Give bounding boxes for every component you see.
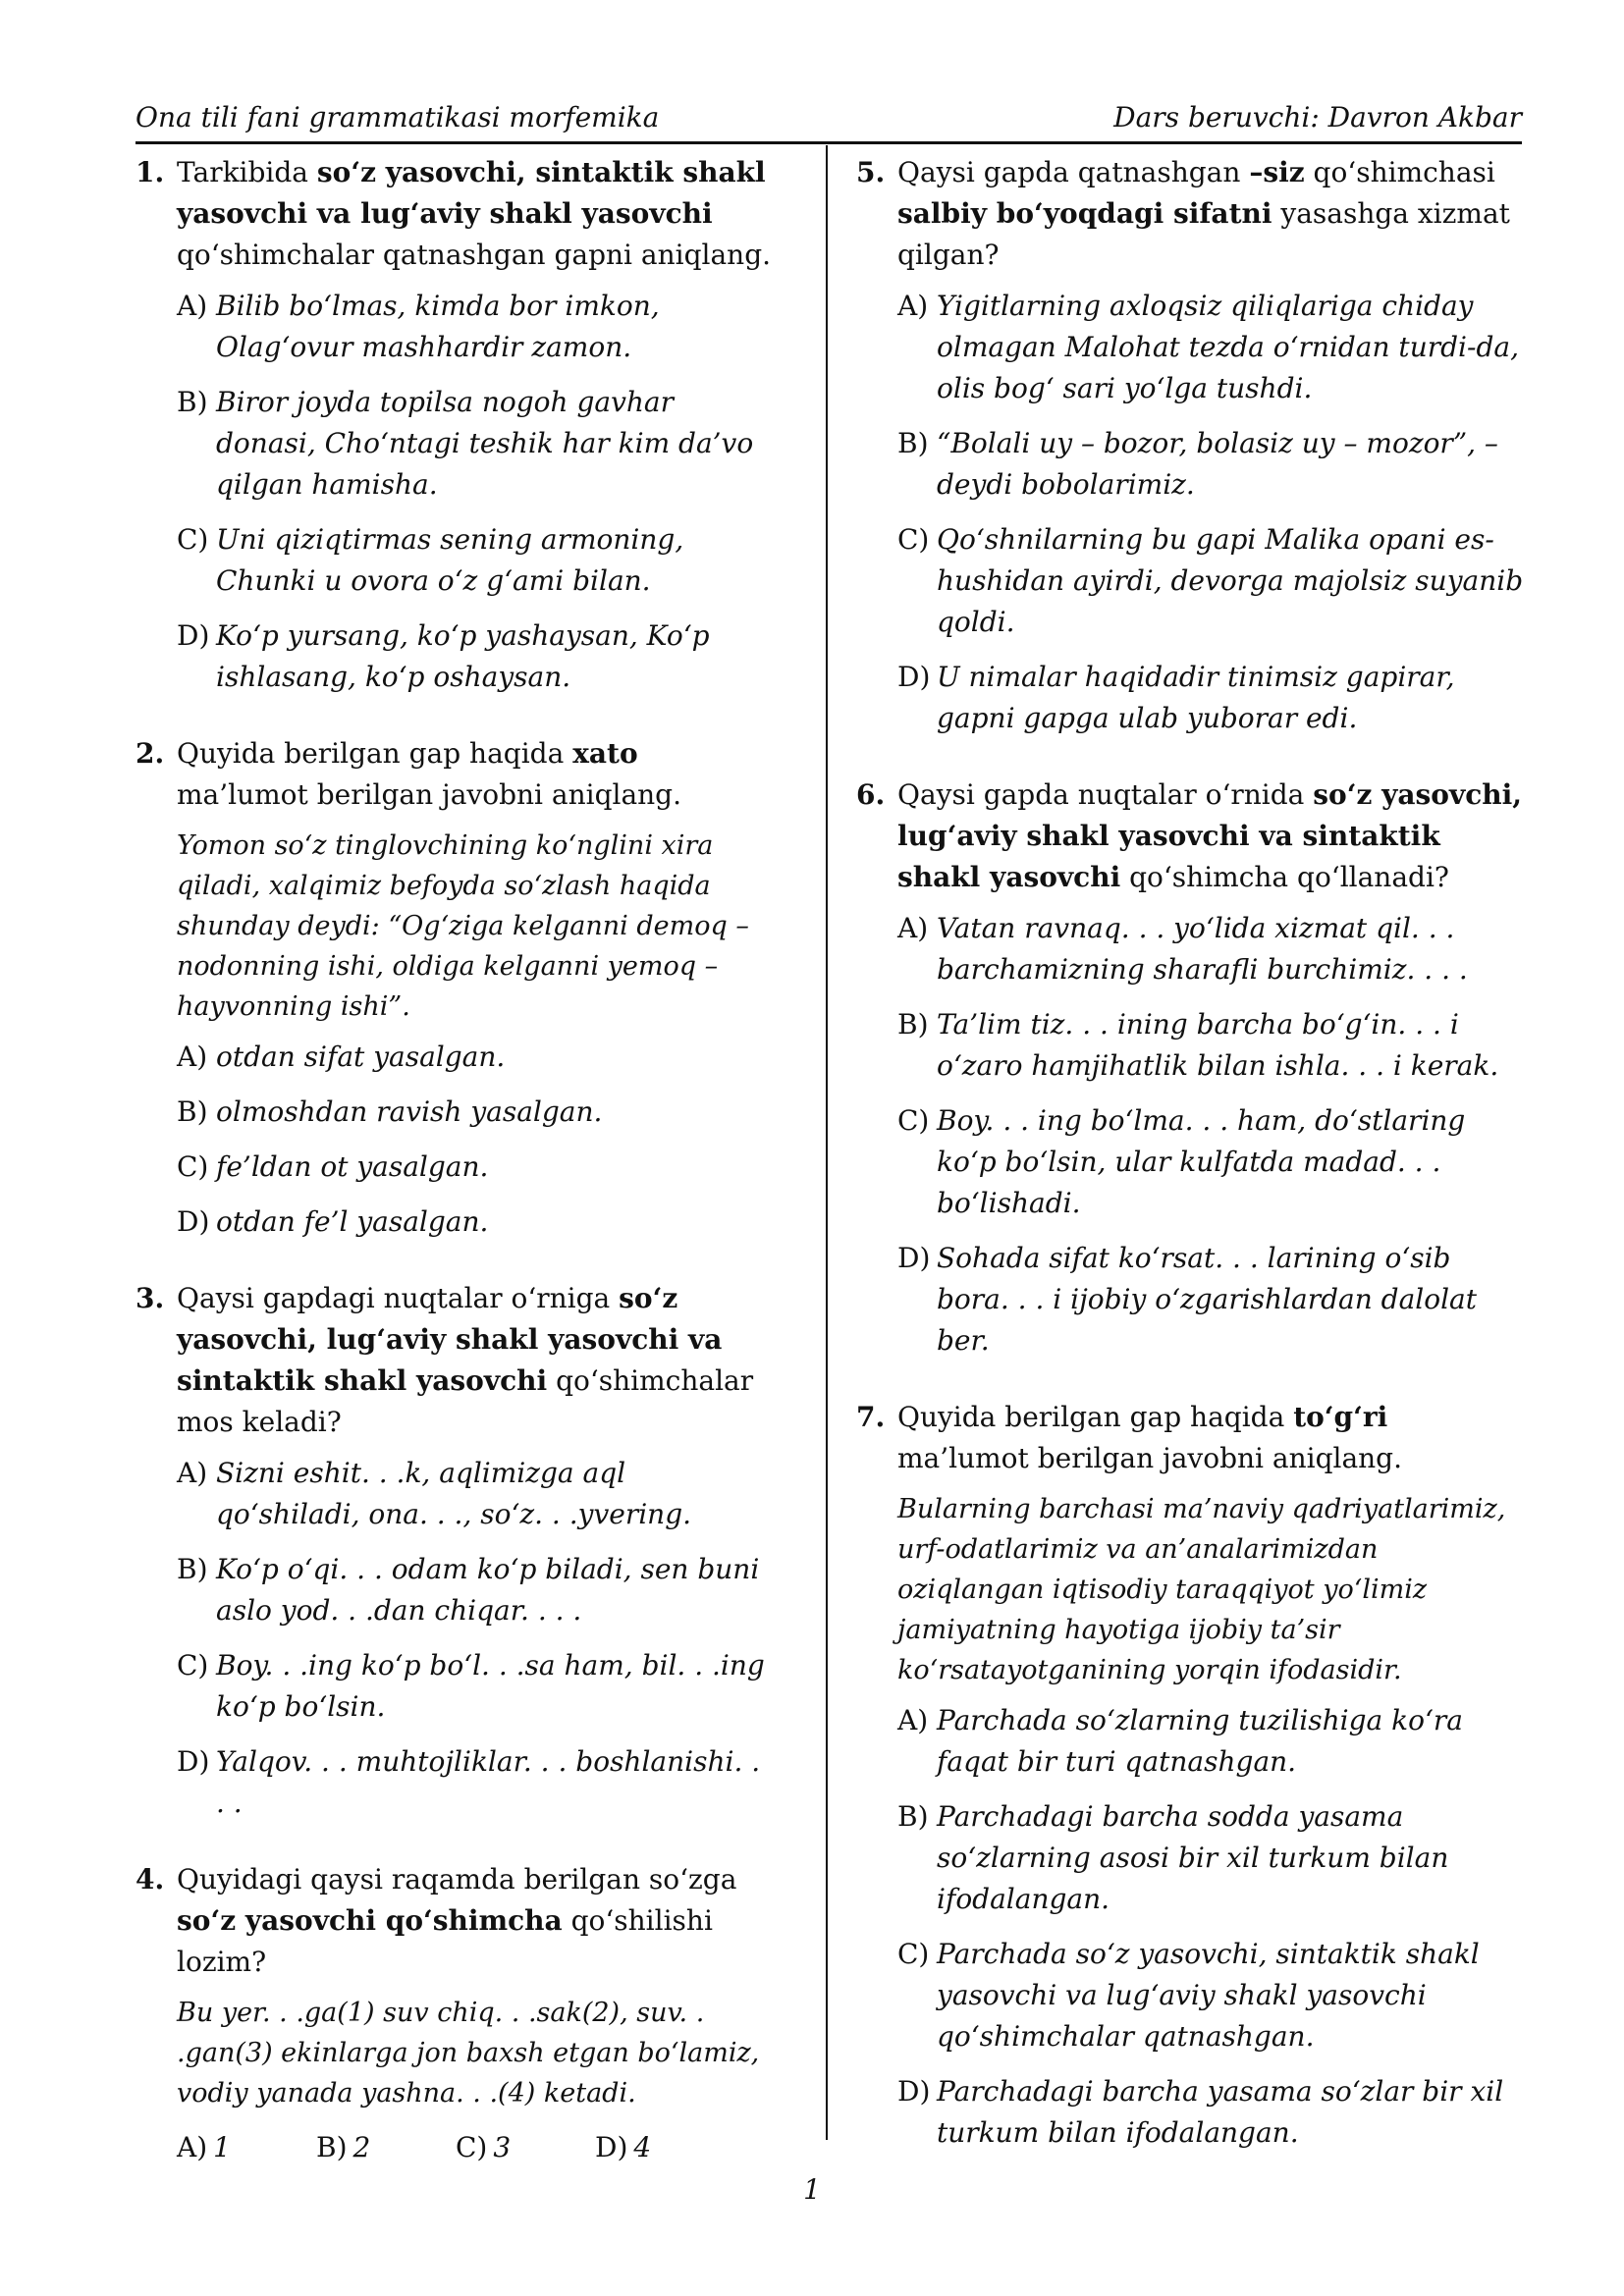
question-text: Quyidagi qaysi raqamda berilgan so‘zga so‘z yasovchi qo‘shimcha qo‘shilishi lozim? — [177, 1863, 737, 1978]
question-number: 6. — [856, 778, 886, 811]
options — [177, 2127, 774, 2168]
question-4 — [135, 1859, 774, 2168]
option-d[interactable]: D) Sohada sifat ko‘rsat. . . larining o‘sib bora. . . i ijobiy o‘zgarishlardan dalolat ber. — [897, 1242, 1477, 1357]
question-passage: Bularning barchasi ma’naviy qadriyatlarimiz, urf-odatlarimiz va an’analarimizdan oziqlangan iqtisodiy taraqqiyot yo‘limiz jamiyatning hayotiga ijobiy ta’sir ko‘rsatayotganining yorqin ifodasidir. — [897, 1494, 1506, 1685]
option-a[interactable]: A) otdan sifat yasalgan. — [177, 1041, 506, 1073]
option-b[interactable]: B) 2 — [316, 2131, 371, 2163]
question-passage: Yomon so‘z tinglovchining ko‘nglini xira qiladi, xalqimiz befoyda so‘zlash haqida shunday deydi: “Og‘ziga kelganni demoq – nodonning ishi, oldiga kelganni yemoq – hayvonning ishi”. — [177, 830, 749, 1022]
option-c[interactable]: C) Uni qiziqtirmas sening armoning, Chunki u ovora o‘z g‘ami bilan. — [177, 523, 684, 597]
question-text: Tarkibida so‘z yasovchi, sintaktik shakl yasovchi va lug‘aviy shakl yasovchi qo‘shimchalar qatnashgan gapni aniqlang. — [177, 156, 772, 271]
option-c[interactable]: C) Boy. . . ing bo‘lma. . . ham, do‘stlaring ko‘p bo‘lsin, ular kulfatda madad. . . bo‘lishadi. — [897, 1104, 1466, 1219]
option-c[interactable]: C) Parchada so‘z yasovchi, sintaktik shakl yasovchi va lug‘aviy shakl yasovchi qo‘shimchalar qatnashgan. — [897, 1938, 1480, 2053]
option-c[interactable]: C) 3 — [456, 2131, 512, 2163]
question-text: Quyida berilgan gap haqida xato ma’lumot berilgan javobni aniqlang. — [177, 737, 682, 811]
option-d[interactable]: D) 4 — [595, 2131, 652, 2163]
question-number: 7. — [856, 1401, 886, 1433]
question-3 — [135, 1278, 774, 1824]
option-c[interactable]: C) fe’ldan ot yasalgan. — [177, 1150, 489, 1183]
question-text: Qaysi gapda nuqtalar o‘rnida so‘z yasovchi, lug‘aviy shakl yasovchi va sintaktik shakl yasovchi qo‘shimcha qo‘llanadi? — [897, 778, 1523, 893]
options — [897, 908, 1524, 1362]
question-2 — [135, 733, 774, 1243]
options — [177, 1037, 774, 1243]
option-b[interactable]: B) Ta’lim tiz. . . ining barcha bo‘g‘in. . . i o‘zaro hamjihatlik bilan ishla. . . i kerak. — [897, 1008, 1499, 1082]
option-b[interactable]: B) “Bolali uy – bozor, bolasiz uy – mozor”, – deydi bobolarimiz. — [897, 427, 1498, 501]
options — [897, 286, 1524, 739]
option-a[interactable]: A) 1 — [177, 2131, 231, 2163]
question-6 — [856, 774, 1524, 1362]
option-d[interactable]: D) Parchadagi barcha yasama so‘zlar bir xil turkum bilan ifodalangan. — [897, 2075, 1504, 2149]
option-d[interactable]: D) Yalqov. . . muhtojliklar. . . boshlanishi. . . . — [177, 1745, 761, 1819]
question-text: Qaysi gapdagi nuqtalar o‘rniga so‘z yasovchi, lug‘aviy shakl yasovchi va sintaktik shakl yasovchi qo‘shimchalar mos keladi? — [177, 1282, 754, 1438]
column-divider — [826, 145, 828, 2140]
option-b[interactable]: B) Biror joyda topilsa nogoh gavhar donasi, Cho‘ntagi teshik har kim da’vo qilgan hamisha. — [177, 386, 754, 501]
option-a[interactable]: A) Sizni eshit. . .k, aqlimizga aql qo‘shiladi, ona. . ., so‘z. . .yvering. — [177, 1457, 692, 1530]
page-header — [135, 94, 1522, 144]
option-b[interactable]: B) Ko‘p o‘qi. . . odam ko‘p biladi, sen buni aslo yod. . .dan chiqar. . . . — [177, 1553, 760, 1627]
question-number: 1. — [135, 156, 165, 188]
question-number: 4. — [135, 1863, 165, 1896]
option-a[interactable]: A) Bilib bo‘lmas, kimda bor imkon, Olag‘ovur mashhardir zamon. — [177, 290, 660, 363]
option-a[interactable]: A) Vatan ravnaq. . . yo‘lida xizmat qil. . . barchamizning sharafli burchimiz. . . . — [897, 912, 1468, 986]
option-d[interactable]: D) Ko‘p yursang, ko‘p yashaysan, Ko‘p ishlasang, ko‘p oshaysan. — [177, 619, 710, 693]
option-a[interactable]: A) Parchada so‘zlarning tuzilishiga ko‘ra faqat bir turi qatnashgan. — [897, 1704, 1463, 1778]
header-title: Ona tili fani grammatikasi morfemika — [135, 101, 660, 133]
option-d[interactable]: D) otdan fe’l yasalgan. — [177, 1205, 489, 1238]
question-passage: Bu yer. . .ga(1) suv chiq. . .sak(2), suv. . .gan(3) ekinlarga jon baxsh etgan bo‘lamiz, vodiy yanada yashna. . .(4) ketadi. — [177, 1998, 760, 2109]
options — [897, 1700, 1524, 2154]
question-number: 2. — [135, 737, 165, 770]
option-b[interactable]: B) olmoshdan ravish yasalgan. — [177, 1095, 603, 1128]
question-text: Qaysi gapda qatnashgan –siz qo‘shimchasi salbiy bo‘yoqdagi sifatni yasashga xizmat qilgan? — [897, 156, 1510, 271]
question-number: 3. — [135, 1282, 165, 1314]
question-text: Quyida berilgan gap haqida to‘g‘ri ma’lumot berilgan javobni aniqlang. — [897, 1401, 1403, 1474]
option-a[interactable]: A) Yigitlarning axloqsiz qiliqlariga chiday olmagan Malohat tezda o‘rnidan turdi-da, olis bog‘ sari yo‘lga tushdi. — [897, 290, 1519, 404]
question-7 — [856, 1397, 1524, 2154]
left-column — [135, 152, 774, 2204]
option-c[interactable]: C) Boy. . .ing ko‘p bo‘l. . .sa ham, bil. . .ing ko‘p bo‘lsin. — [177, 1649, 765, 1723]
options — [177, 286, 774, 698]
question-1 — [135, 152, 774, 698]
option-c[interactable]: C) Qo‘shnilarning bu gapi Malika opani es-hushidan ayirdi, devorga majolsiz suyanib qoldi. — [897, 523, 1524, 638]
option-d[interactable]: D) U nimalar haqidadir tinimsiz gapirar, gapni gapga ulab yuborar edi. — [897, 661, 1455, 734]
option-b[interactable]: B) Parchadagi barcha sodda yasama so‘zlarning asosi bir xil turkum bilan ifodalangan. — [897, 1800, 1449, 1915]
question-number: 5. — [856, 156, 886, 188]
header-teacher: Dars beruvchi: Davron Akbar — [1113, 101, 1522, 133]
page-number: 1 — [803, 2173, 821, 2206]
options — [177, 1453, 774, 1824]
question-5 — [856, 152, 1524, 739]
right-column — [856, 152, 1524, 2189]
